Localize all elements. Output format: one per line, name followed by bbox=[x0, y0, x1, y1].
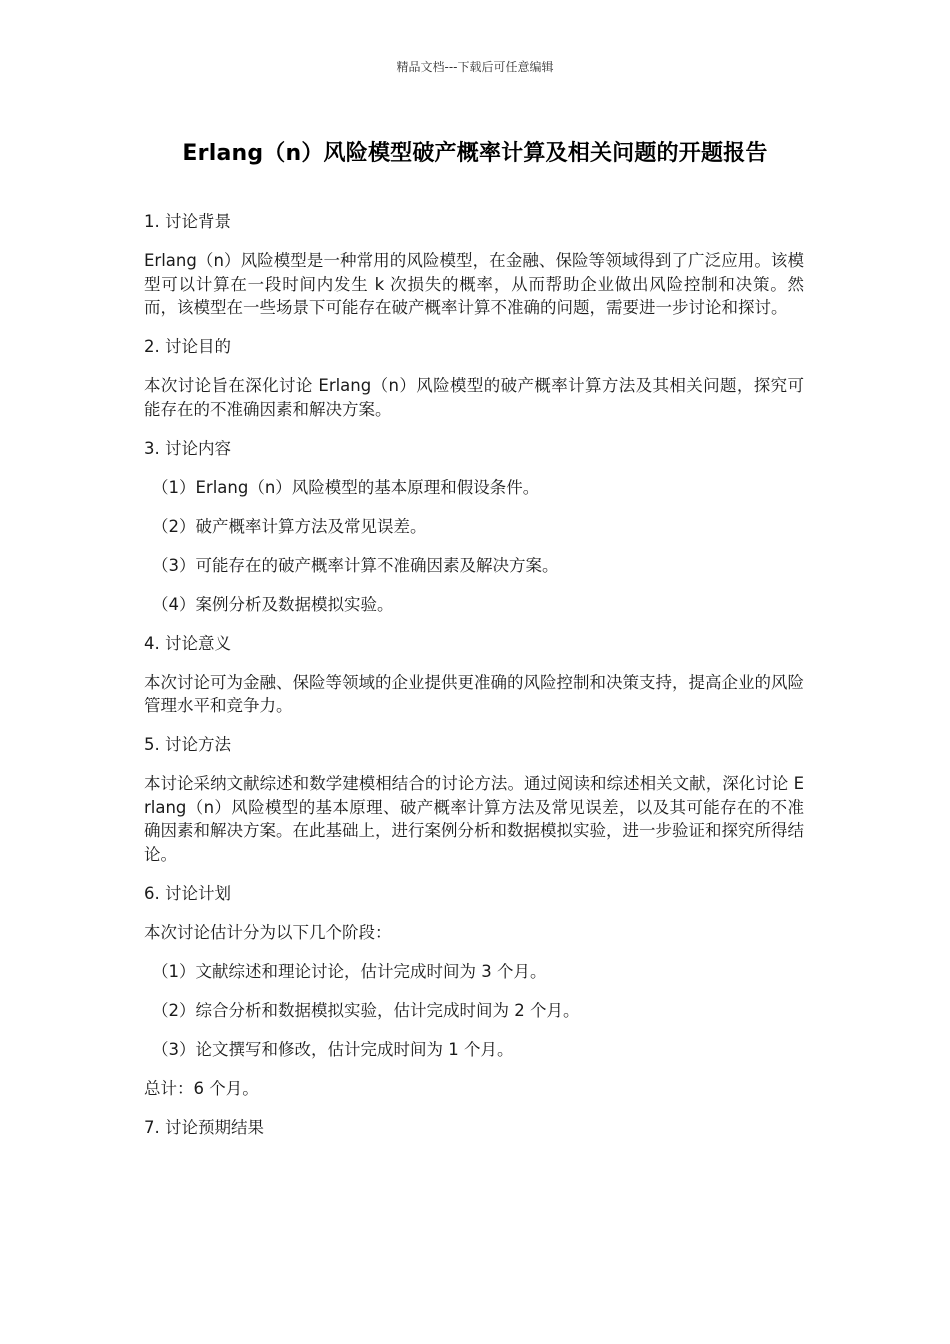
document-title: Erlang（n）风险模型破产概率计算及相关问题的开题报告 bbox=[182, 141, 768, 166]
document-body bbox=[144, 210, 804, 1155]
header-note: 精品文档---下载后可任意编辑 bbox=[396, 60, 554, 74]
section-heading-plan: 6. 讨论计划 bbox=[144, 883, 231, 903]
list-item: （2）破产概率计算方法及常见误差。 bbox=[152, 516, 427, 536]
paragraph-plan-total: 总计：6 个月。 bbox=[144, 1078, 259, 1098]
section-heading-background: 1. 讨论背景 bbox=[144, 212, 231, 231]
section-heading-method: 5. 讨论方法 bbox=[144, 735, 231, 754]
list-item: （3）论文撰写和修改，估计完成时间为 1 个月。 bbox=[152, 1039, 514, 1059]
list-item: （2）综合分析和数据模拟实验，估计完成时间为 2 个月。 bbox=[152, 1000, 580, 1020]
section-heading-content: 3. 讨论内容 bbox=[144, 438, 231, 458]
paragraph-background: Erlang（n）风险模型是一种常用的风险模型，在金融、保险等领域得到了广泛应用。该模型可以计算在一段时间内发生 k 次损失的概率，从而帮助企业做出风险控制和决策。然而，该模型在一些场景下可能存在破产概率计算不准确的问题，需要进一步讨论和探讨。 bbox=[144, 251, 804, 317]
list-item: （4）案例分析及数据模拟实验。 bbox=[152, 594, 394, 614]
section-heading-expected-results: 7. 讨论预期结果 bbox=[144, 1117, 264, 1137]
list-item: （1）Erlang（n）风险模型的基本原理和假设条件。 bbox=[152, 477, 540, 497]
paragraph-method: 本讨论采纳文献综述和数学建模相结合的讨论方法。通过阅读和综述相关文献，深化讨论 Erlang（n）风险模型的基本原理、破产概率计算方法及常见误差，以及其可能存在的不准确因素和解决方案。在此基础上，进行案例分析和数据模拟实验，进一步验证和探究所得结论。 bbox=[144, 774, 804, 864]
list-item: （1）文献综述和理论讨论，估计完成时间为 3 个月。 bbox=[152, 961, 547, 981]
paragraph-plan-intro: 本次讨论估计分为以下几个阶段： bbox=[144, 922, 392, 942]
paragraph-significance: 本次讨论可为金融、保险等领域的企业提供更准确的风险控制和决策支持，提高企业的风险管理水平和竞争力。 bbox=[144, 672, 804, 715]
section-heading-significance: 4. 讨论意义 bbox=[144, 633, 231, 653]
paragraph-purpose: 本次讨论旨在深化讨论 Erlang（n）风险模型的破产概率计算方法及其相关问题，探究可能存在的不准确因素和解决方案。 bbox=[144, 376, 804, 419]
list-item: （3）可能存在的破产概率计算不准确因素及解决方案。 bbox=[152, 555, 559, 575]
section-heading-purpose: 2. 讨论目的 bbox=[144, 337, 231, 356]
